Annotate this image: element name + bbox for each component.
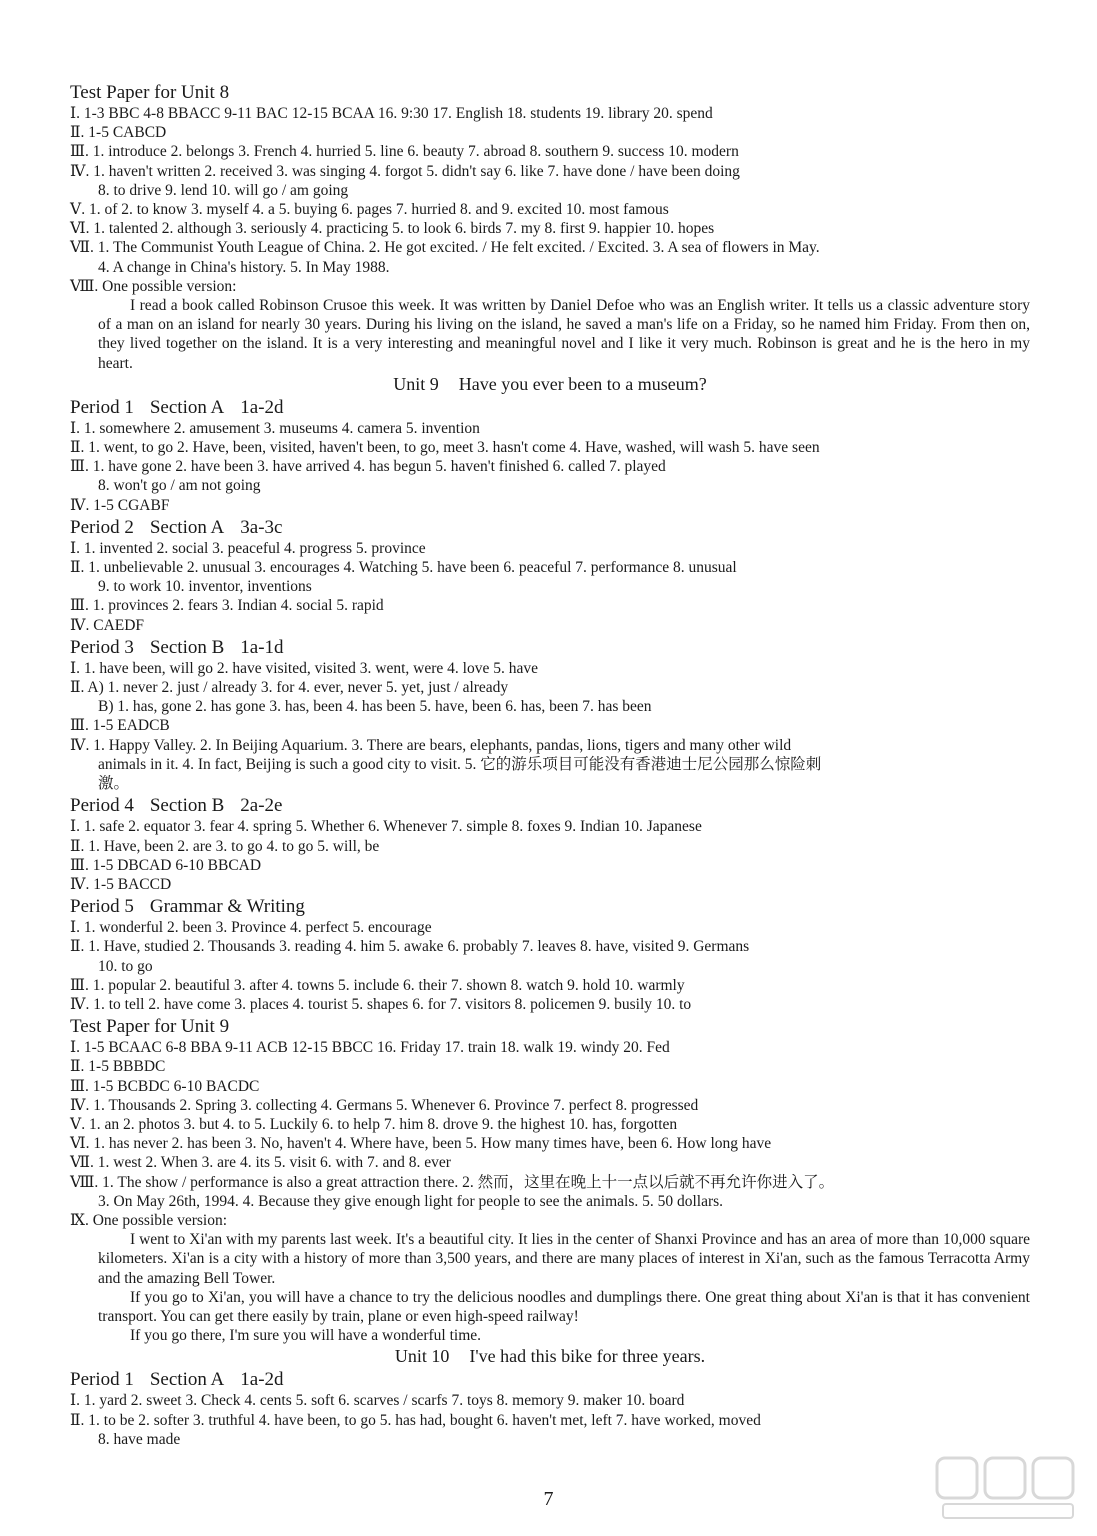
essay-paragraph xyxy=(70,1288,1030,1326)
answer-line-continued: animals in it. 4. In fact, Beijing is such a good city to visit. 5. 它的游乐项目可能没有香港迪士尼公园那么惊险刺 xyxy=(98,755,822,773)
answer-line: Ⅱ. 1. Have, studied 2. Thousands 3. reading 4. him 5. awake 6. probably 7. leaves 8. have, visited 9. Germans xyxy=(70,938,750,956)
section-heading xyxy=(70,636,1030,659)
answer-line: Ⅳ. 1-5 BACCD xyxy=(70,875,172,893)
unit-title xyxy=(70,1345,1030,1367)
answer-line: Ⅲ. 1. introduce 2. belongs 3. French 4. hurried 5. line 6. beauty 7. abroad 8. southern 9. success 10. modern xyxy=(70,143,739,161)
unit-unit: Unit 10 xyxy=(394,1346,450,1367)
answer-line-continued: 8. won't go / am not going xyxy=(98,477,261,495)
answer-line: Ⅱ. 1-5 CABCD xyxy=(70,124,167,142)
answer-line: Ⅲ. 1-5 BCBDC 6-10 BACDC xyxy=(70,1077,260,1095)
heading-section: Section A xyxy=(149,396,225,418)
answer-line: Ⅰ. 1. have been, will go 2. have visited, visited 3. went, were 4. love 5. have xyxy=(70,659,538,677)
heading-range: 1a-2d xyxy=(240,396,284,418)
answer-line: Ⅳ. 1-5 CGABF xyxy=(70,496,170,514)
answer-line: Ⅲ. 1-5 DBCAD 6-10 BBCAD xyxy=(70,856,262,874)
answer-line-continued: 8. have made xyxy=(98,1430,181,1448)
answer-line: Ⅰ. 1. invented 2. social 3. peaceful 4. progress 5. province xyxy=(70,539,426,557)
unit-title: I've had this bike for three years. xyxy=(469,1346,706,1367)
answer-line-continued: 3. On May 26th, 1994. 4. Because they give enough light for people to see the animals. 5. 50 dollars. xyxy=(98,1192,724,1210)
answer-line: Ⅶ. 1. The Communist Youth League of China. 2. He got excited. / He felt excited. / Excited. 3. A sea of flowers in May. xyxy=(70,239,820,257)
answer-line-continued: 9. to work 10. inventor, inventions xyxy=(98,578,312,596)
heading-range: 1a-1d xyxy=(240,636,284,658)
heading-range: 2a-2e xyxy=(240,795,283,817)
answer-line: Ⅰ. 1. somewhere 2. amusement 3. museums 4. camera 5. invention xyxy=(70,419,480,437)
answer-line-continued: B) 1. has, gone 2. has gone 3. has, been 4. has been 5. have, been 6. has, been 7. has been xyxy=(98,698,652,716)
answer-line: Ⅲ. 1. popular 2. beautiful 3. after 4. towns 5. include 6. their 7. shown 8. watch 9. hold 10. warmly xyxy=(70,976,685,994)
answer-line: Ⅲ. 1. have gone 2. have been 3. have arrived 4. has begun 5. haven't finished 6. called 7. played xyxy=(70,458,666,476)
heading-period: Period 3 xyxy=(70,636,134,658)
heading-section: Section A xyxy=(149,516,225,538)
answer-line: Ⅰ. 1-3 BBC 4-8 BBACC 9-11 BAC 12-15 BCAA 16. 9:30 17. English 18. students 19. library 20. spend xyxy=(70,105,713,122)
heading-period: Period 4 xyxy=(70,795,134,817)
paragraph-text: If you go there, I'm sure you will have a wonderful time. xyxy=(130,1327,482,1345)
answer-line: Ⅰ. 1-5 BCAAC 6-8 BBA 9-11 ACB 12-15 BBCC 16. Friday 17. train 18. walk 19. windy 20. Fed xyxy=(70,1039,670,1057)
answer-line: Ⅱ. 1-5 BBBDC xyxy=(70,1058,166,1076)
answer-line-continued: 4. A change in China's history. 5. In May 1988. xyxy=(98,258,390,276)
answer-line: Ⅴ. 1. an 2. photos 3. but 4. to 5. Luckily 6. to help 7. him 8. drove 9. the highest 10. has, forgotten xyxy=(70,1115,678,1133)
answer-line: Ⅷ. One possible version: xyxy=(70,277,237,295)
answer-line-continued: 激。 xyxy=(98,775,130,793)
answer-line: Ⅷ. 1. The show / performance is also a great attraction there. 2. 然而，这里在晚上十一点以后就不再允许你进入了。 xyxy=(70,1173,835,1191)
answer-line: Ⅲ. 1. provinces 2. fears 3. Indian 4. social 5. rapid xyxy=(70,597,384,615)
answer-line: Ⅴ. 1. of 2. to know 3. myself 4. a 5. buying 6. pages 7. hurried 8. and 9. excited 10. most famous xyxy=(70,201,669,219)
section-heading xyxy=(70,895,1030,918)
page-number: 7 xyxy=(543,1488,554,1510)
heading-range: 1a-2d xyxy=(240,1369,284,1391)
section-heading xyxy=(70,1368,1030,1391)
heading-range: 3a-3c xyxy=(240,516,283,538)
answer-line: Ⅳ. 1. Happy Valley. 2. In Beijing Aquarium. 3. There are bears, elephants, pandas, lions, tigers and many other wild xyxy=(70,736,792,754)
answer-line: Ⅲ. 1-5 EADCB xyxy=(70,717,170,735)
heading-period: Period 2 xyxy=(70,516,134,538)
essay-paragraph xyxy=(70,296,1030,373)
answer-line: Ⅳ. 1. to tell 2. have come 3. places 4. tourist 5. shapes 6. for 7. visitors 8. policemen 9. busily 10. to xyxy=(70,995,692,1013)
heading-section: Section B xyxy=(149,795,225,817)
unit-unit: Unit 9 xyxy=(393,373,439,394)
watermark-logo-icon xyxy=(933,1452,1083,1522)
answer-line: Ⅳ. 1. haven't written 2. received 3. was singing 4. forgot 5. didn't say 6. like 7. have done / have been doing xyxy=(70,162,740,180)
section-heading xyxy=(70,794,1030,817)
answer-line: Ⅰ. 1. wonderful 2. been 3. Province 4. perfect 5. encourage xyxy=(70,919,432,937)
unit-title xyxy=(70,373,1030,395)
heading-period: Period 5 xyxy=(70,896,134,918)
section-heading: Test Paper for Unit 9 xyxy=(70,1016,230,1038)
section-heading: Test Paper for Unit 8 xyxy=(70,82,230,103)
essay-paragraph xyxy=(70,1230,1030,1288)
heading-period: Period 1 xyxy=(70,1369,134,1391)
answer-line-continued: 8. to drive 9. lend 10. will go / am going xyxy=(98,181,349,199)
unit-title: Have you ever been to a museum? xyxy=(458,373,707,394)
answer-line: Ⅰ. 1. safe 2. equator 3. fear 4. spring 5. Whether 6. Whenever 7. simple 8. foxes 9. Indian 10. Japanese xyxy=(70,818,702,836)
paragraph-text: If you go to Xi'an, you will have a chance to try the delicious noodles and dumplings there. One great thing about Xi'an is that it has convenient transport. You can get there easily by train, plane or even high-speed railway! xyxy=(98,1288,1030,1325)
answer-line: Ⅱ. 1. to be 2. softer 3. truthful 4. have been, to go 5. has had, bought 6. haven't met, left 7. have worked, moved xyxy=(70,1411,761,1429)
paragraph-text: I read a book called Robinson Crusoe this week. It was written by Daniel Defoe who was an English writer. It tells us a classic adventure story of a man on an island for nearly 30 years. During his living on the island, he saved a man's life on a Friday, so he named him Friday. From then on, they lived together on the island. It is a very interesting and meaningful novel and I like it very much. Robinson is great and he is the hero in my heart. xyxy=(98,297,1030,372)
paragraph-text: I went to Xi'an with my parents last week. It's a beautiful city. It lies in the center of Shanxi Province and has an area of more than 10,000 square kilometers. Xi'an is a city with a history of more than 3,500 years, and there are many places of interest in Xi'an, such as the famous Terracotta Army and the amazing Bell Tower. xyxy=(98,1231,1030,1287)
heading-section: Section B xyxy=(149,636,225,658)
heading-period: Period 1 xyxy=(70,396,134,418)
heading-section: Grammar & Writing xyxy=(149,896,305,918)
section-heading xyxy=(70,396,1030,419)
answer-line: Ⅳ. 1. Thousands 2. Spring 3. collecting 4. Germans 5. Whenever 6. Province 7. perfect 8. progressed xyxy=(70,1096,699,1114)
answer-page xyxy=(70,80,1030,1449)
answer-line: Ⅱ. 1. unbelievable 2. unusual 3. encourages 4. Watching 5. have been 6. peaceful 7. performance 8. unusual xyxy=(70,559,737,577)
answer-line: Ⅰ. 1. yard 2. sweet 3. Check 4. cents 5. soft 6. scarves / scarfs 7. toys 8. memory 9. maker 10. board xyxy=(70,1392,685,1410)
answer-line-continued: 10. to go xyxy=(98,957,153,975)
answer-line: Ⅱ. 1. went, to go 2. Have, been, visited, haven't been, to go, meet 3. hasn't come 4. Have, washed, will wash 5. have seen xyxy=(70,439,820,457)
answer-line: Ⅱ. 1. Have, been 2. are 3. to go 4. to go 5. will, be xyxy=(70,837,380,855)
answer-line: Ⅳ. CAEDF xyxy=(70,616,145,634)
essay-paragraph xyxy=(70,1326,1030,1345)
answer-line: Ⅸ. One possible version: xyxy=(70,1211,228,1229)
answer-line: Ⅱ. A) 1. never 2. just / already 3. for 4. ever, never 5. yet, just / already xyxy=(70,679,509,697)
answer-line: Ⅶ. 1. west 2. When 3. are 4. its 5. visit 6. with 7. and 8. ever xyxy=(70,1154,451,1172)
answer-line: Ⅵ. 1. talented 2. although 3. seriously 4. practicing 5. to look 6. birds 7. my 8. first 9. happier 10. hopes xyxy=(70,220,715,238)
answer-line: Ⅵ. 1. has never 2. has been 3. No, haven't 4. Where have, been 5. How many times have, been 6. How long have xyxy=(70,1135,772,1153)
section-heading xyxy=(70,516,1030,539)
heading-section: Section A xyxy=(149,1369,225,1391)
